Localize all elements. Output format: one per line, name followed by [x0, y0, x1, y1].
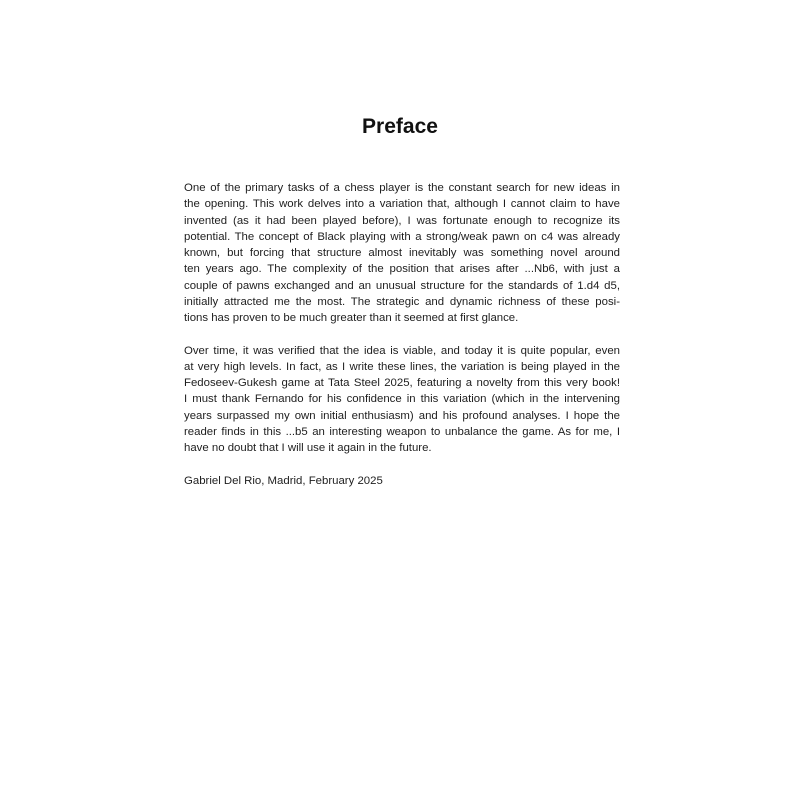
paragraph-2	[184, 343, 620, 457]
text-line: at very high levels. In fact, as I write these lines, the variation is being played in the	[184, 360, 620, 373]
text-line: known, but forcing that structure almost inevitably was something novel around	[184, 247, 620, 259]
text-line: invented (as it had been played before), I was fortunate enough to recognize its	[184, 214, 620, 227]
text-line: years surpassed my own initial enthusiasm) and his profound analyses. I hope the	[184, 409, 620, 422]
text-line: One of the primary tasks of a chess player is the constant search for new ideas in	[184, 182, 620, 194]
paragraph-1	[184, 180, 620, 326]
author-signature: Gabriel Del Rio, Madrid, February 2025	[184, 474, 383, 487]
page-title: Preface	[362, 115, 438, 138]
text-line: have no doubt that I will use it again in the future.	[184, 442, 432, 454]
text-line: potential. The concept of Black playing with a strong/weak pawn on c4 was already	[184, 230, 620, 243]
text-line: tions has proven to be much greater than it seemed at first glance.	[184, 312, 519, 324]
preface-body	[184, 180, 620, 489]
text-line: Fedoseev-Gukesh game at Tata Steel 2025, featuring a novelty from this very book!	[184, 377, 620, 389]
text-line: I must thank Fernando for his confidence in this variation (which in the intervening	[184, 393, 620, 406]
text-line: reader finds in this ...b5 an interesting weapon to unbalance the game. As for me, I	[184, 425, 620, 438]
text-line: couple of pawns exchanged and an unusual structure for the standards of 1.d4 d5,	[184, 279, 620, 292]
text-line: ten years ago. The complexity of the position that arises after ...Nb6, with just a	[184, 263, 620, 276]
text-line: the opening. This work delves into a variation that, although I cannot claim to have	[184, 198, 620, 211]
text-line: initially attracted me the most. The strategic and dynamic richness of these posi-	[184, 295, 620, 308]
text-line: Over time, it was verified that the idea is viable, and today it is quite popular, even	[184, 344, 620, 357]
